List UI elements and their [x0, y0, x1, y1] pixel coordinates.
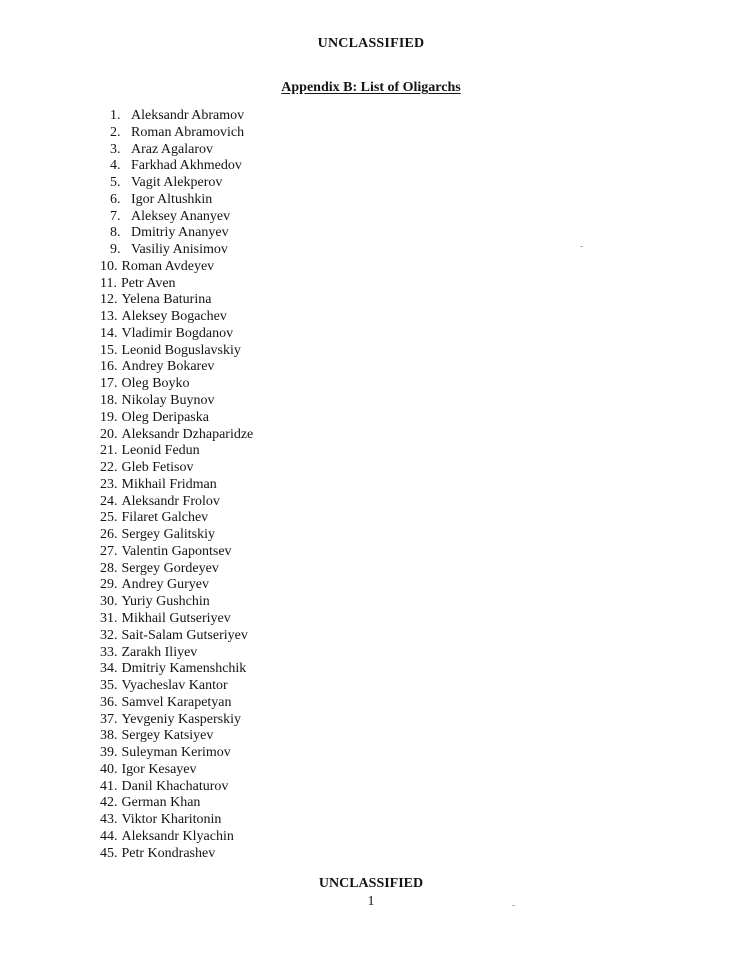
list-item: [100, 661, 253, 678]
list-item: [100, 192, 253, 209]
list-item-name: Aleksandr Abramov: [131, 108, 245, 123]
list-item-number: 33.: [100, 644, 118, 660]
list-item: [100, 594, 253, 611]
list-item-number: 44.: [100, 828, 118, 844]
header-classification-marking: UNCLASSIFIED: [317, 36, 425, 51]
list-item-name: Vladimir Bogdanov: [121, 325, 234, 341]
scan-speck: [512, 905, 515, 906]
list-item: [100, 527, 253, 544]
list-item: [100, 829, 253, 846]
list-item-number: 39.: [100, 745, 118, 761]
oligarch-list: [100, 108, 253, 862]
list-item: [100, 795, 253, 812]
list-item: [100, 645, 253, 662]
list-item-name: Petr Aven: [120, 275, 176, 291]
list-item-number: 38.: [100, 728, 118, 744]
list-item-name: Gleb Fetisov: [121, 460, 194, 476]
footer-classification-marking: UNCLASSIFIED: [318, 876, 424, 891]
list-item-name: Viktor Kharitonin: [121, 812, 222, 828]
list-item: [100, 158, 253, 175]
list-item-number: 27.: [100, 543, 118, 559]
list-item-name: Mikhail Gutseriyev: [121, 610, 231, 626]
list-item: [100, 477, 253, 494]
list-item: [100, 728, 253, 745]
list-item: [100, 611, 253, 628]
list-item-name: Sergey Katsiyev: [121, 728, 214, 744]
list-item-name: Vasiliy Anisimov: [131, 242, 228, 258]
list-item-number: 42.: [100, 795, 118, 811]
list-item: [100, 695, 253, 712]
list-item-name: Araz Agalarov: [131, 141, 214, 157]
list-item: [100, 343, 253, 360]
list-item-number: 14.: [100, 325, 118, 341]
list-item-name: Aleksandr Dzhaparidze: [121, 426, 254, 442]
list-item-number: 21.: [100, 443, 118, 459]
list-item-name: Nikolay Buynov: [121, 393, 215, 409]
list-item-name: Vagit Alekperov: [131, 175, 223, 191]
list-item: [100, 745, 253, 762]
list-item-name: Oleg Boyko: [121, 376, 190, 392]
list-item-name: Mikhail Fridman: [121, 476, 217, 492]
list-item: [100, 393, 253, 410]
list-item-number: 11.: [100, 275, 117, 291]
list-item-name: Igor Kesayev: [121, 761, 197, 777]
list-item-number: 9.: [110, 242, 121, 258]
list-item: [100, 561, 253, 578]
list-item: [100, 209, 253, 226]
page-title: Appendix B: List of Oligarchs: [281, 80, 461, 95]
list-item-number: 35.: [100, 678, 118, 694]
list-item: [100, 427, 253, 444]
list-item-name: Yelena Baturina: [121, 292, 212, 308]
list-item: [100, 125, 253, 142]
list-item-number: 1.: [110, 108, 121, 123]
list-item: [100, 359, 253, 376]
list-item-number: 37.: [100, 711, 118, 727]
list-item-number: 23.: [100, 476, 118, 492]
list-item-name: Valentin Gapontsev: [121, 543, 232, 559]
list-item-number: 25.: [100, 510, 118, 526]
list-item: [100, 410, 253, 427]
list-item-number: 22.: [100, 460, 118, 476]
list-item-name: Suleyman Kerimov: [121, 745, 231, 761]
list-item: [100, 762, 253, 779]
scan-speck: [580, 246, 583, 247]
list-item-name: Petr Kondrashev: [121, 845, 216, 861]
list-item-number: 32.: [100, 627, 118, 643]
list-item-name: Sait-Salam Gutseriyev: [121, 627, 248, 643]
list-item-number: 6.: [110, 191, 121, 207]
list-item: [100, 510, 253, 527]
list-item-number: 13.: [100, 309, 118, 325]
list-item: [100, 259, 253, 276]
list-item: [100, 712, 253, 729]
list-item: [100, 443, 253, 460]
list-item-number: 31.: [100, 610, 118, 626]
list-item-number: 10.: [100, 258, 118, 274]
list-item-number: 7.: [110, 208, 121, 224]
list-item-name: Dmitriy Ananyev: [131, 225, 229, 241]
list-item: [100, 779, 253, 796]
page-number: 1: [367, 894, 375, 909]
list-item: [100, 812, 253, 829]
list-item: [100, 846, 253, 863]
list-item-number: 3.: [110, 141, 121, 157]
list-item-name: Vyacheslav Kantor: [121, 678, 228, 694]
list-item-name: Andrey Bokarev: [121, 359, 215, 375]
list-item: [100, 678, 253, 695]
list-item-name: Aleksey Bogachev: [121, 309, 227, 325]
list-item: [100, 326, 253, 343]
list-item-number: 15.: [100, 342, 118, 358]
list-item-number: 36.: [100, 694, 118, 710]
list-item-name: German Khan: [121, 795, 201, 811]
list-item: [100, 276, 253, 293]
list-item-number: 4.: [110, 158, 121, 174]
list-item-name: Leonid Boguslavskiy: [121, 342, 241, 358]
list-item-number: 26.: [100, 527, 118, 543]
list-item-name: Sergey Gordeyev: [121, 560, 219, 576]
list-item-number: 28.: [100, 560, 118, 576]
list-item-name: Filaret Galchev: [121, 510, 209, 526]
list-item-number: 45.: [100, 845, 118, 861]
list-item-name: Yuriy Gushchin: [121, 594, 210, 610]
list-item: [100, 175, 253, 192]
list-item-name: Oleg Deripaska: [121, 409, 209, 425]
list-item-name: Igor Altushkin: [131, 191, 213, 207]
list-item-name: Danil Khachaturov: [121, 778, 229, 794]
list-item-number: 12.: [100, 292, 118, 308]
list-item-number: 5.: [110, 175, 121, 191]
list-item-number: 17.: [100, 376, 118, 392]
list-item-number: 34.: [100, 661, 118, 677]
list-item: [100, 309, 253, 326]
list-item: [100, 494, 253, 511]
list-item-number: 16.: [100, 359, 118, 375]
list-item-number: 18.: [100, 393, 118, 409]
list-item-name: Farkhad Akhmedov: [131, 158, 242, 174]
list-item: [100, 376, 253, 393]
list-item: [100, 142, 253, 159]
list-item-number: 30.: [100, 594, 118, 610]
list-item-name: Dmitriy Kamenshchik: [121, 661, 247, 677]
list-item: [100, 225, 253, 242]
list-item-name: Andrey Guryev: [121, 577, 209, 593]
list-item-name: Zarakh Iliyev: [121, 644, 198, 660]
list-item-name: Aleksandr Klyachin: [121, 828, 234, 844]
list-item-number: 40.: [100, 761, 118, 777]
list-item-name: Leonid Fedun: [121, 443, 200, 459]
list-item: [100, 292, 253, 309]
list-item-number: 41.: [100, 778, 118, 794]
list-item-number: 29.: [100, 577, 118, 593]
list-item-name: Roman Avdeyev: [121, 258, 215, 274]
list-item: [100, 108, 253, 125]
list-item: [100, 460, 253, 477]
list-item-name: Samvel Karapetyan: [121, 694, 232, 710]
list-item-name: Roman Abramovich: [131, 124, 245, 140]
list-item: [100, 242, 253, 259]
list-item: [100, 628, 253, 645]
list-item-name: Yevgeniy Kasperskiy: [121, 711, 242, 727]
list-item-number: 8.: [110, 225, 121, 241]
list-item-number: 43.: [100, 812, 118, 828]
list-item-number: 24.: [100, 493, 118, 509]
list-item-name: Sergey Galitskiy: [121, 527, 215, 543]
list-item-number: 2.: [110, 124, 121, 140]
list-item: [100, 577, 253, 594]
list-item-name: Aleksey Ananyev: [131, 208, 231, 224]
list-item-number: 20.: [100, 426, 118, 442]
list-item-name: Aleksandr Frolov: [121, 493, 220, 509]
list-item: [100, 544, 253, 561]
list-item-number: 19.: [100, 409, 118, 425]
